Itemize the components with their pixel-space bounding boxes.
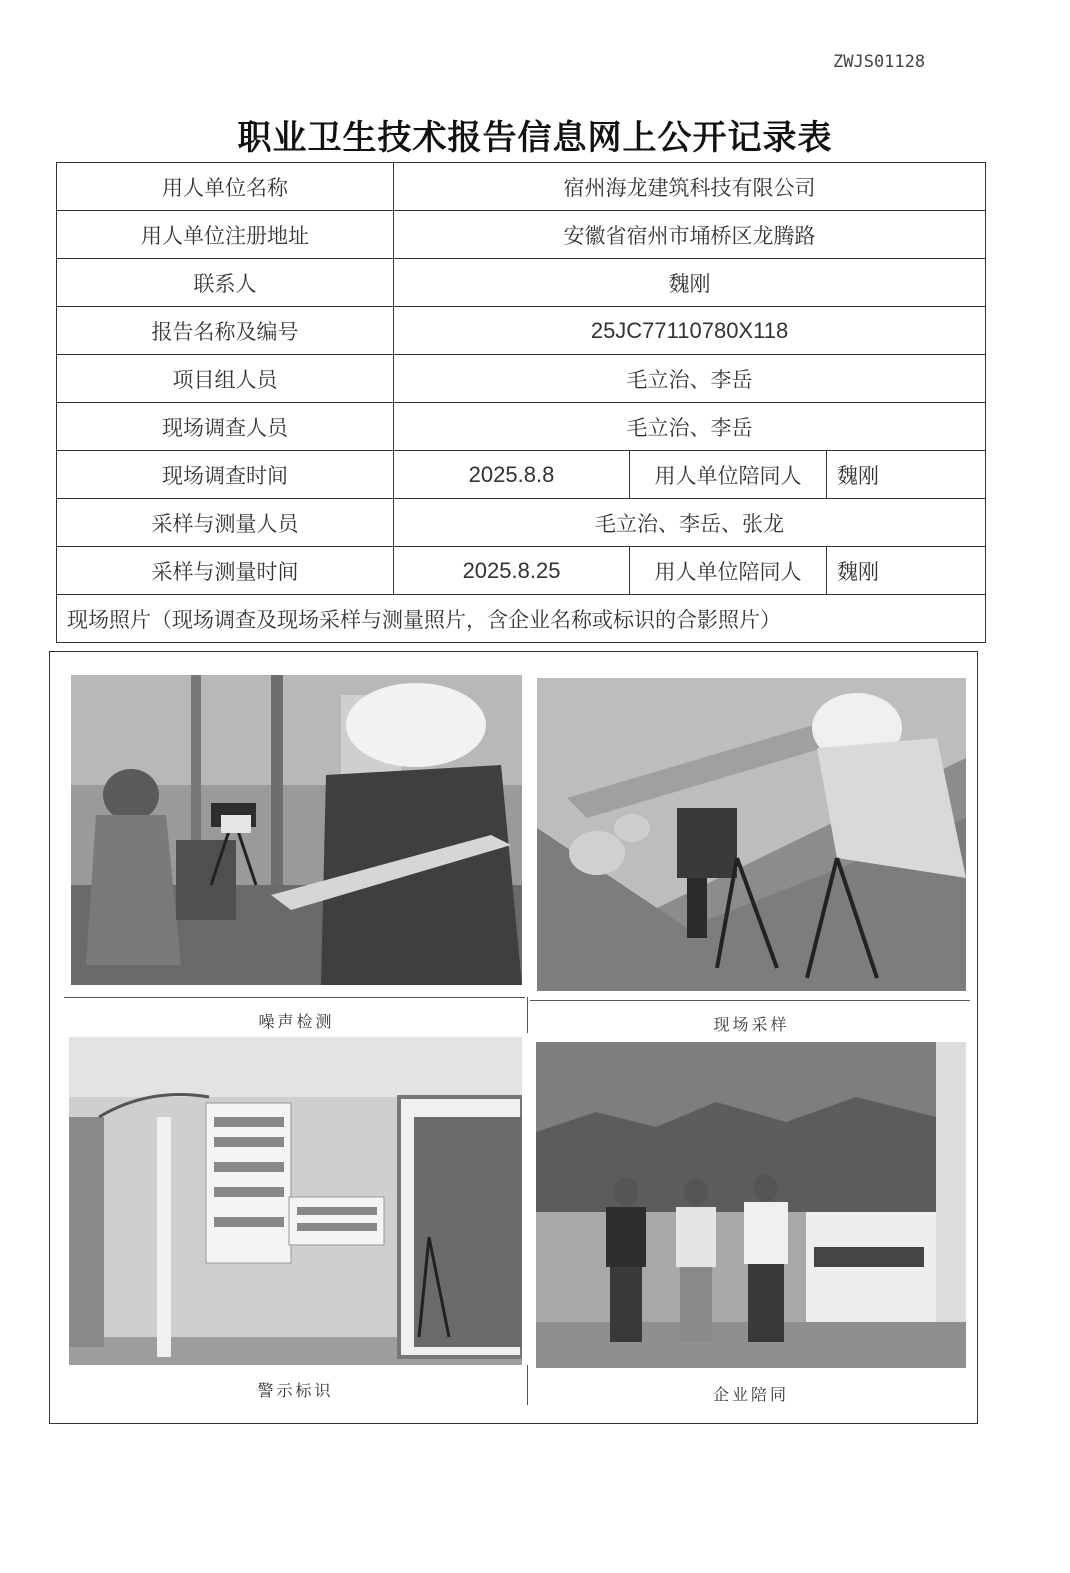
survey-staff-value: 毛立治、李岳 bbox=[394, 403, 986, 451]
divider bbox=[64, 997, 525, 998]
divider bbox=[527, 1365, 528, 1405]
photo-caption: 企业陪同 bbox=[712, 1385, 789, 1404]
page-title: 职业卫生技术报告信息网上公开记录表 bbox=[237, 118, 833, 158]
table-row bbox=[57, 355, 986, 403]
photo-company-escort bbox=[536, 1042, 966, 1368]
divider bbox=[527, 997, 528, 1033]
sampling-staff-label: 采样与测量人员 bbox=[57, 499, 394, 547]
document-code: ZWJS01128 bbox=[833, 52, 926, 72]
table-row bbox=[57, 499, 986, 547]
photo-noise-testing bbox=[71, 675, 522, 985]
survey-escort-label: 用人单位陪同人 bbox=[630, 451, 827, 499]
table-row bbox=[57, 307, 986, 355]
survey-time-value: 2025.8.8 bbox=[394, 451, 630, 499]
photo-caption: 噪声检测 bbox=[258, 1012, 335, 1031]
sampling-escort-label: 用人单位陪同人 bbox=[630, 547, 827, 595]
table-row bbox=[57, 403, 986, 451]
survey-escort-value: 魏刚 bbox=[827, 451, 986, 499]
photo-caption: 警示标识 bbox=[257, 1381, 334, 1400]
table-row bbox=[57, 547, 986, 595]
contact-label: 联系人 bbox=[57, 259, 394, 307]
info-table bbox=[56, 162, 986, 643]
survey-staff-label: 现场调查人员 bbox=[57, 403, 394, 451]
report-label: 报告名称及编号 bbox=[57, 307, 394, 355]
company-name-label: 用人单位名称 bbox=[57, 163, 394, 211]
sampling-escort-value: 魏刚 bbox=[827, 547, 986, 595]
company-address-value: 安徽省宿州市埇桥区龙腾路 bbox=[394, 211, 986, 259]
survey-time-label: 现场调查时间 bbox=[57, 451, 394, 499]
team-value: 毛立治、李岳 bbox=[394, 355, 986, 403]
photos-heading: 现场照片（现场调查及现场采样与测量照片，含企业名称或标识的合影照片） bbox=[57, 595, 986, 643]
sampling-time-value: 2025.8.25 bbox=[394, 547, 630, 595]
photo-warning-signs bbox=[69, 1037, 522, 1365]
photo-site-sampling bbox=[537, 678, 966, 991]
sampling-staff-value: 毛立治、李岳、张龙 bbox=[394, 499, 986, 547]
company-address-label: 用人单位注册地址 bbox=[57, 211, 394, 259]
photo-caption: 现场采样 bbox=[713, 1015, 790, 1034]
team-label: 项目组人员 bbox=[57, 355, 394, 403]
table-row bbox=[57, 211, 986, 259]
contact-value: 魏刚 bbox=[394, 259, 986, 307]
table-row bbox=[57, 451, 986, 499]
table-row bbox=[57, 595, 986, 643]
table-row bbox=[57, 163, 986, 211]
company-name-value: 宿州海龙建筑科技有限公司 bbox=[394, 163, 986, 211]
sampling-time-label: 采样与测量时间 bbox=[57, 547, 394, 595]
report-number: 25JC77110780X118 bbox=[394, 307, 986, 355]
divider bbox=[530, 1000, 970, 1001]
table-row bbox=[57, 259, 986, 307]
